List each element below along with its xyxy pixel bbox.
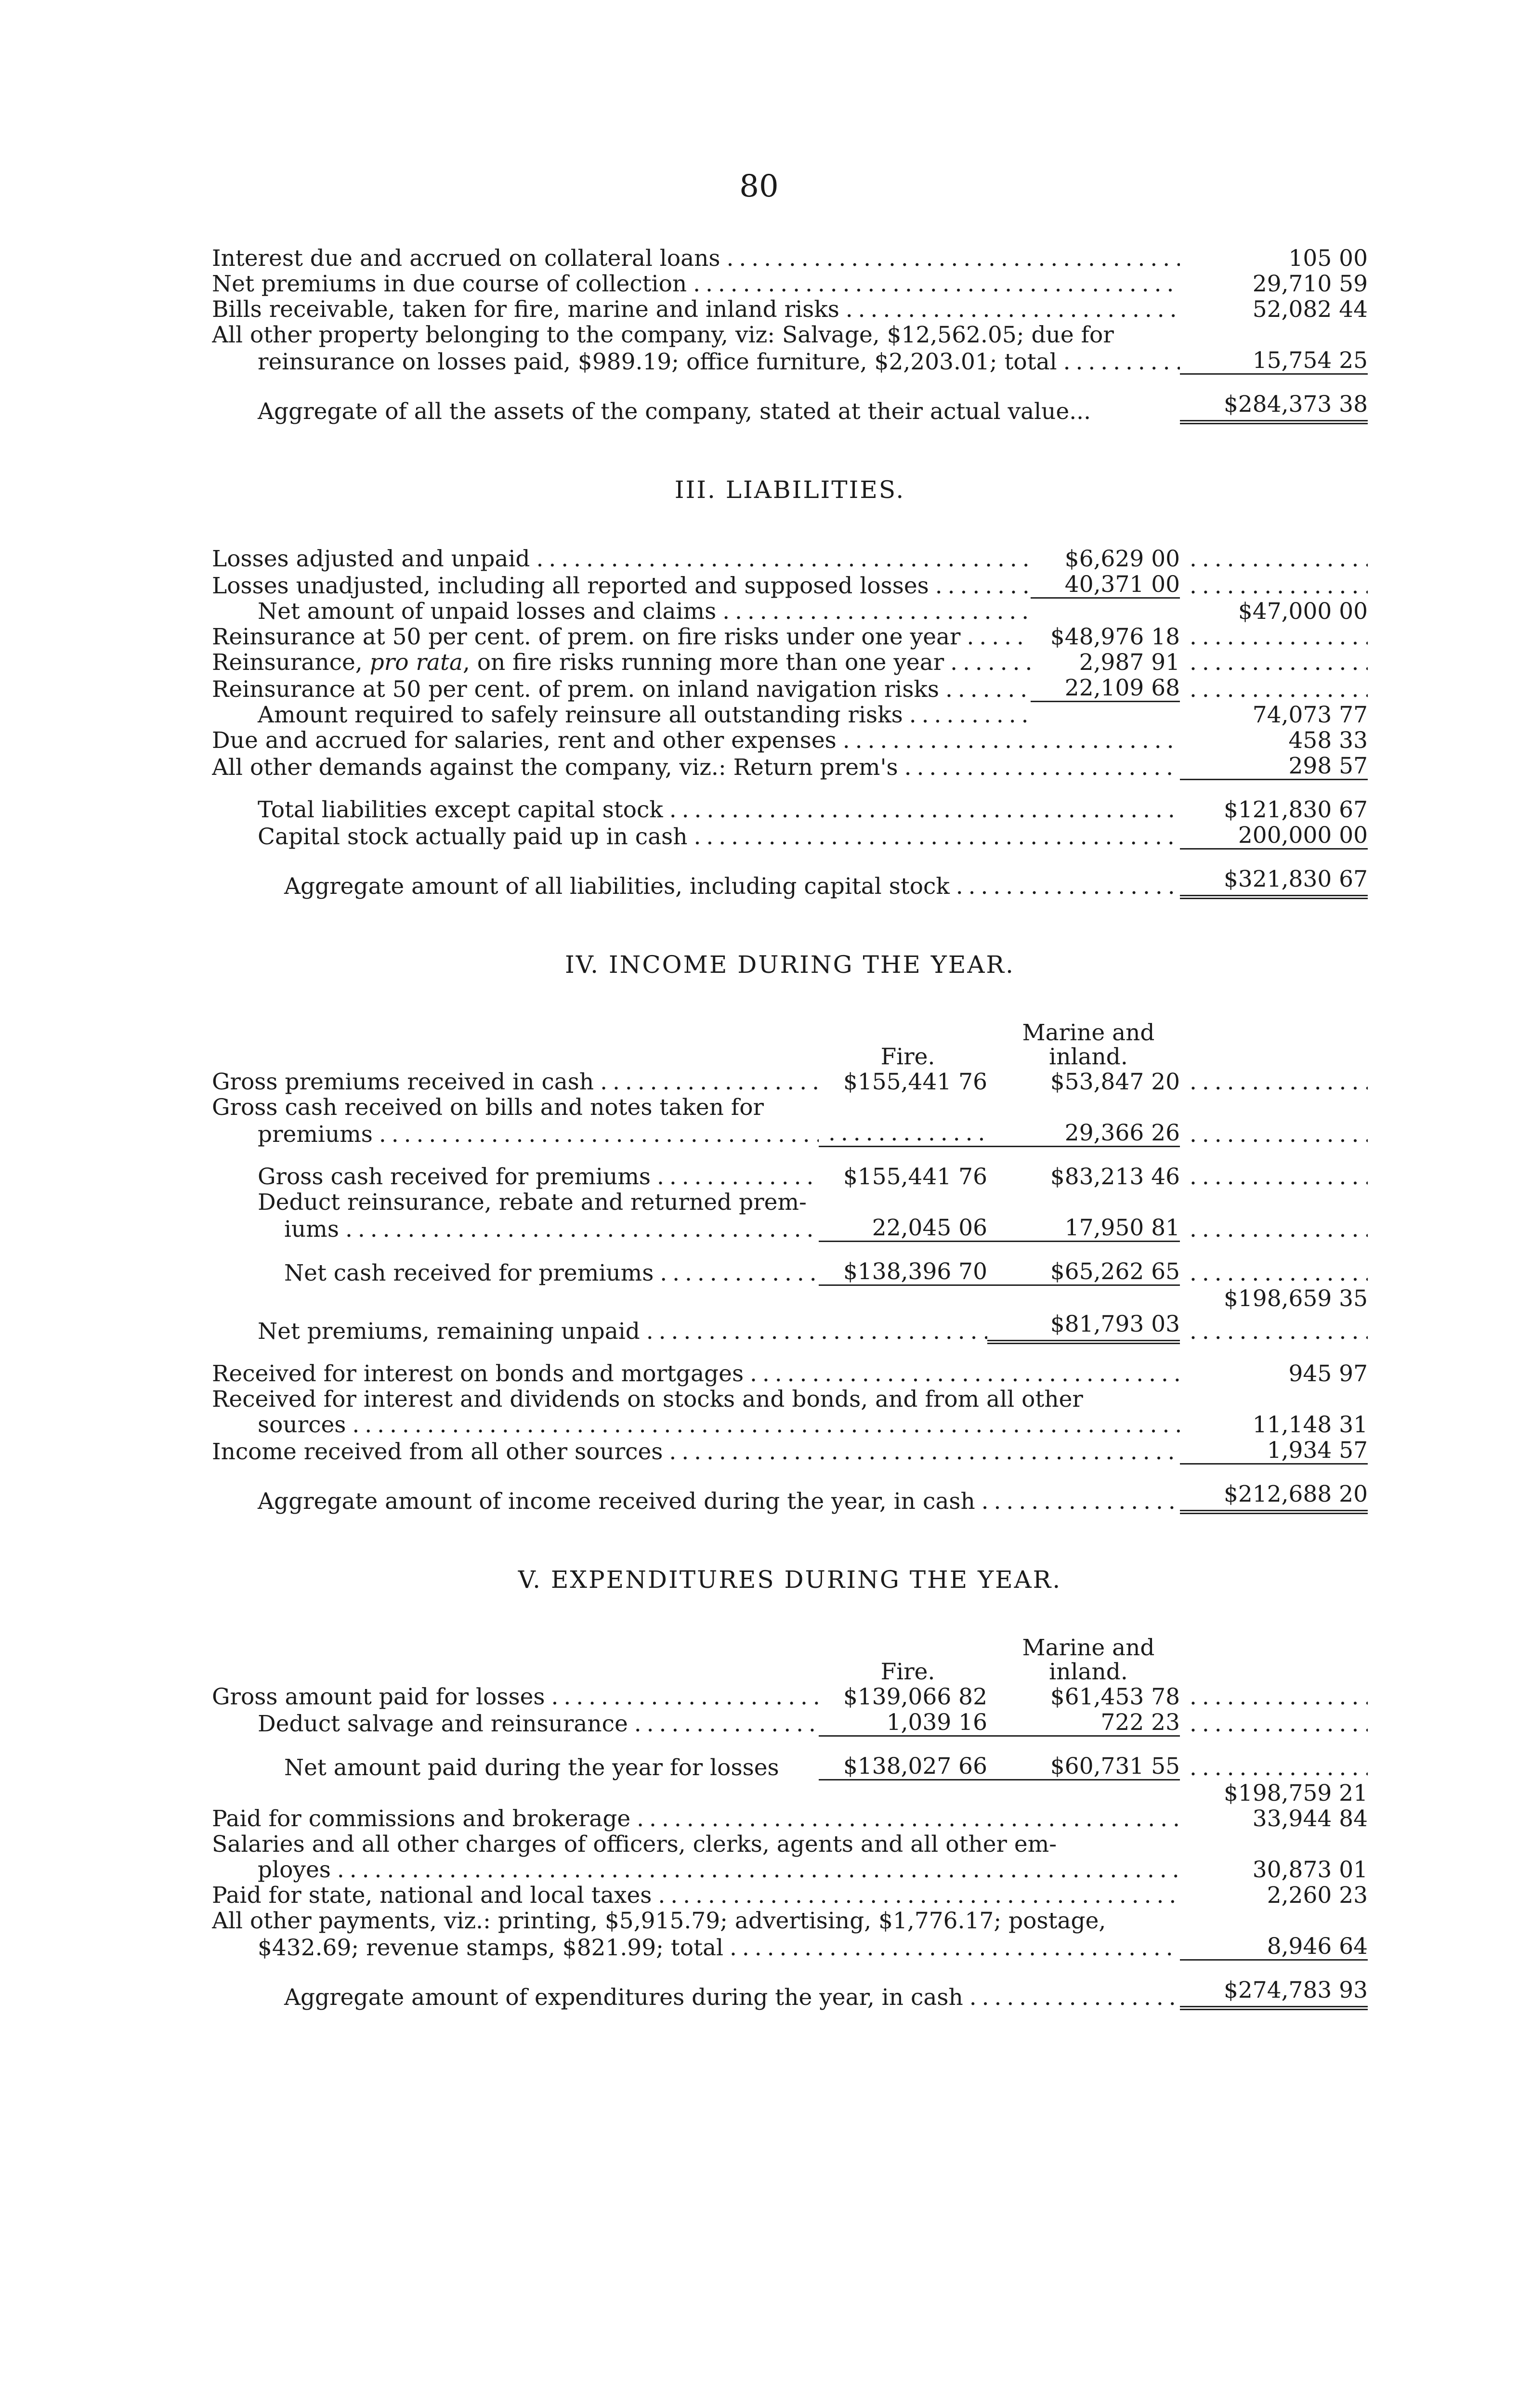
table-row bbox=[212, 322, 1368, 348]
row-label: Due and accrued for salaries, rent and other expenses . . . bbox=[212, 728, 1180, 753]
row-mid-value: 2,987 91 bbox=[1079, 649, 1180, 676]
table-row bbox=[212, 348, 1368, 375]
row-label-prefix: Reinsurance, bbox=[212, 650, 370, 675]
marine-value: 17,950 81 bbox=[987, 1215, 1180, 1242]
fire-value: $155,441 76 bbox=[843, 1164, 987, 1190]
row-total-dots bbox=[1180, 1164, 1368, 1190]
table-row bbox=[212, 1311, 1368, 1344]
table-row bbox=[212, 675, 1368, 702]
section-heading: IV. INCOME DURING THE YEAR. bbox=[565, 951, 1015, 979]
table-row bbox=[212, 546, 1368, 572]
table-row bbox=[212, 1908, 1368, 1934]
table-row bbox=[212, 650, 1368, 675]
row-total-dots bbox=[1180, 1755, 1368, 1780]
col-header-marine-line2: inland. bbox=[1049, 1659, 1128, 1685]
row-label: All other payments, viz.: printing, $5,915.79; advertising, $1,776.17; postage, bbox=[212, 1908, 1106, 1934]
aggregate-row bbox=[212, 866, 1368, 899]
table-row bbox=[212, 728, 1368, 753]
table-row bbox=[212, 1857, 1368, 1883]
table-row bbox=[212, 297, 1368, 322]
marine-value: 29,366 26 bbox=[987, 1120, 1180, 1147]
row-label: Losses adjusted and unpaid . . . bbox=[212, 546, 1031, 572]
col-header-fire-text: Fire. bbox=[880, 1044, 935, 1070]
table-row bbox=[212, 1710, 1368, 1737]
row-label: Gross cash received for premiums . . . bbox=[212, 1164, 819, 1190]
aggregate-label: Aggregate of all the assets of the company, stated at their actual value... bbox=[258, 399, 1091, 424]
table-row bbox=[212, 702, 1368, 728]
row-total-dots bbox=[1180, 1260, 1368, 1286]
row-total: 1,934 57 bbox=[1180, 1438, 1368, 1465]
table-row bbox=[212, 1120, 1368, 1147]
row-label: Total liabilities except capital stock . . . bbox=[212, 797, 1180, 823]
row-label: Gross premiums received in cash . . . bbox=[212, 1069, 819, 1095]
marine-value: $53,847 20 bbox=[1050, 1069, 1180, 1095]
col-header-marine bbox=[987, 1636, 1180, 1684]
col-header-marine-line2: inland. bbox=[1049, 1044, 1128, 1070]
liabilities-section bbox=[212, 477, 1368, 899]
row-label-continued: $432.69; revenue stamps, $821.99; total . . . bbox=[212, 1935, 1180, 1961]
row-label-italic: pro rata bbox=[369, 650, 463, 675]
row-label: Salaries and all other charges of officers, clerks, agents and all other em- bbox=[212, 1832, 1057, 1857]
aggregate-label: Aggregate amount of income received during the year, in cash . . . bbox=[212, 1489, 1180, 1514]
fire-value: $138,396 70 bbox=[819, 1259, 987, 1286]
expenditures-section bbox=[212, 1567, 1368, 2010]
row-total-dots bbox=[1180, 1684, 1368, 1710]
row-total-dots bbox=[1180, 624, 1368, 650]
row-label: Reinsurance at 50 per cent. of prem. on inland navigation risks . . . bbox=[212, 677, 1031, 702]
table-row bbox=[212, 753, 1368, 780]
fire-value: 22,045 06 bbox=[819, 1215, 987, 1242]
aggregate-total: $212,688 20 bbox=[1180, 1481, 1368, 1514]
row-total: 200,000 00 bbox=[1180, 823, 1368, 850]
row-mid-value: $48,976 18 bbox=[1050, 624, 1180, 650]
fire-dots bbox=[819, 1120, 987, 1147]
row-total: 33,944 84 bbox=[1252, 1806, 1368, 1832]
row-total: $198,659 35 bbox=[1223, 1285, 1368, 1312]
row-mid-value: 22,109 68 bbox=[1031, 675, 1180, 702]
aggregate-total: $284,373 38 bbox=[1180, 392, 1368, 424]
row-label-continued: premiums . . . bbox=[212, 1122, 819, 1147]
table-row bbox=[212, 797, 1368, 823]
row-label: Losses unadjusted, including all reported and supposed losses . . . bbox=[212, 573, 1031, 599]
row-label-continued: iums . . . bbox=[212, 1217, 819, 1242]
col-header-marine bbox=[987, 1021, 1180, 1069]
row-label: Interest due and accrued on collateral loans . . . bbox=[212, 246, 1180, 271]
row-label: Paid for commissions and brokerage . . . bbox=[212, 1806, 1180, 1832]
row-label: Received for interest on bonds and mortgages . . . bbox=[212, 1361, 1180, 1387]
row-label-continued: sources . . . bbox=[212, 1412, 1180, 1438]
row-label-continued: reinsurance on losses paid, $989.19; office furniture, $2,203.01; total . . . bbox=[212, 349, 1180, 375]
section-heading: III. LIABILITIES. bbox=[674, 476, 905, 504]
row-total: 30,873 01 bbox=[1252, 1857, 1368, 1883]
row-total-dots bbox=[1180, 1217, 1368, 1242]
aggregate-total: $321,830 67 bbox=[1180, 866, 1368, 899]
row-total: $47,000 00 bbox=[1238, 598, 1368, 625]
row-total: 298 57 bbox=[1180, 753, 1368, 780]
table-row bbox=[212, 624, 1368, 650]
table-row bbox=[212, 246, 1368, 271]
row-total: $121,830 67 bbox=[1223, 797, 1368, 823]
table-row bbox=[212, 823, 1368, 850]
row-label: All other demands against the company, viz.: Return prem's . . . bbox=[212, 755, 1180, 780]
marine-value: $60,731 55 bbox=[987, 1754, 1180, 1780]
row-label: Gross amount paid for losses . . . bbox=[212, 1684, 819, 1710]
fire-value: $138,027 66 bbox=[819, 1754, 987, 1780]
table-row bbox=[212, 1387, 1368, 1412]
marine-value: $61,453 78 bbox=[1050, 1684, 1180, 1710]
row-label: Net cash received for premiums . . . bbox=[212, 1260, 819, 1286]
table-row bbox=[212, 1286, 1368, 1311]
aggregate-row bbox=[212, 392, 1368, 424]
table-row bbox=[212, 572, 1368, 599]
aggregate-total: $274,783 93 bbox=[1180, 1977, 1368, 2010]
row-total-dots bbox=[1180, 677, 1368, 702]
row-total: 29,710 59 bbox=[1252, 271, 1368, 297]
row-mid-value: $6,629 00 bbox=[1064, 546, 1180, 572]
row-label: Bills receivable, taken for fire, marine and inland risks . . . bbox=[212, 297, 1180, 322]
col-header-fire-text: Fire. bbox=[880, 1659, 935, 1685]
table-row bbox=[212, 1438, 1368, 1465]
row-total: 458 33 bbox=[1288, 727, 1368, 754]
col-header-marine-line1: Marine and bbox=[1022, 1635, 1155, 1661]
row-label bbox=[212, 650, 1031, 675]
marine-value: 722 23 bbox=[987, 1710, 1180, 1737]
income-section bbox=[212, 952, 1368, 1514]
row-label: Net amount paid during the year for losses bbox=[284, 1755, 779, 1780]
aggregate-label: Aggregate amount of all liabilities, including capital stock . . . bbox=[212, 874, 1180, 899]
row-total-dots bbox=[1180, 1122, 1368, 1147]
row-label: Income received from all other sources . . . bbox=[212, 1439, 1180, 1465]
row-label: Capital stock actually paid up in cash . . . bbox=[212, 824, 1180, 850]
table-row bbox=[212, 1832, 1368, 1857]
column-headers bbox=[212, 1636, 1368, 1684]
col-header-marine-line1: Marine and bbox=[1022, 1020, 1155, 1046]
aggregate-row bbox=[212, 1481, 1368, 1514]
row-label-suffix: , on fire risks running more than one year bbox=[462, 650, 944, 675]
table-row bbox=[212, 1806, 1368, 1832]
row-label: Deduct salvage and reinsurance . . . bbox=[212, 1711, 819, 1737]
aggregate-label: Aggregate amount of expenditures during the year, in cash . . . bbox=[212, 1985, 1180, 2010]
table-row bbox=[212, 1215, 1368, 1242]
row-total-dots bbox=[1180, 1069, 1368, 1095]
fire-value: $155,441 76 bbox=[843, 1069, 987, 1095]
row-total: 2,260 23 bbox=[1267, 1882, 1368, 1909]
table-row bbox=[212, 1780, 1368, 1806]
row-label: Received for interest and dividends on stocks and bonds, and from all other bbox=[212, 1387, 1083, 1412]
section-heading: V. EXPENDITURES DURING THE YEAR. bbox=[518, 1566, 1062, 1594]
row-label: Deduct reinsurance, rebate and returned prem- bbox=[258, 1190, 807, 1215]
fire-value: $139,066 82 bbox=[843, 1684, 987, 1710]
marine-value: $65,262 65 bbox=[987, 1259, 1180, 1286]
page-content bbox=[212, 246, 1368, 2063]
row-label: All other property belonging to the company, viz: Salvage, $12,562.05; due for bbox=[212, 322, 1114, 348]
row-total: 8,946 64 bbox=[1180, 1934, 1368, 1961]
row-label: Reinsurance at 50 per cent. of prem. on fire risks under one year . . . bbox=[212, 624, 1031, 650]
row-total-dots bbox=[1180, 650, 1368, 675]
row-total-dots bbox=[1180, 573, 1368, 599]
row-label: Amount required to safely reinsure all outstanding risks . . . bbox=[212, 702, 1031, 728]
table-row bbox=[212, 1164, 1368, 1190]
table-row bbox=[212, 1095, 1368, 1120]
row-label: Net premiums, remaining unpaid . . . bbox=[212, 1319, 987, 1344]
table-row bbox=[212, 1883, 1368, 1908]
table-row bbox=[212, 1754, 1368, 1780]
row-total: 105 00 bbox=[1288, 245, 1368, 272]
row-label: Net amount of unpaid losses and claims . . . bbox=[212, 599, 1031, 624]
table-row bbox=[212, 1069, 1368, 1095]
table-row bbox=[212, 1259, 1368, 1286]
column-headers bbox=[212, 1021, 1368, 1069]
fire-value: 1,039 16 bbox=[819, 1710, 987, 1737]
table-row bbox=[212, 1361, 1368, 1387]
row-total-dots bbox=[1180, 1319, 1368, 1344]
aggregate-row bbox=[212, 1977, 1368, 2010]
row-mid-value: 40,371 00 bbox=[1031, 572, 1180, 599]
row-label: Gross cash received on bills and notes taken for bbox=[212, 1095, 764, 1120]
row-total: 945 97 bbox=[1288, 1361, 1368, 1387]
marine-value: $81,793 03 bbox=[987, 1311, 1180, 1344]
marine-value: $83,213 46 bbox=[1050, 1164, 1180, 1190]
row-label: Net premiums in due course of collection . . . bbox=[212, 271, 1180, 297]
row-total: 11,148 31 bbox=[1252, 1412, 1368, 1438]
row-total: $198,759 21 bbox=[1223, 1780, 1368, 1806]
col-header-fire bbox=[819, 1636, 987, 1684]
col-header-fire bbox=[819, 1021, 987, 1069]
table-row bbox=[212, 1934, 1368, 1961]
table-row bbox=[212, 1190, 1368, 1215]
row-total-dots bbox=[1180, 1711, 1368, 1737]
page-number: 80 bbox=[739, 169, 779, 204]
table-row bbox=[212, 599, 1368, 624]
row-total-dots bbox=[1180, 546, 1368, 572]
row-label: Paid for state, national and local taxes . . . bbox=[212, 1883, 1180, 1908]
assets-section bbox=[212, 246, 1368, 424]
row-label-continued: ployes . . . bbox=[212, 1857, 1180, 1883]
row-total: 52,082 44 bbox=[1252, 296, 1368, 323]
row-total: 15,754 25 bbox=[1180, 348, 1368, 375]
table-row bbox=[212, 271, 1368, 297]
row-total: 74,073 77 bbox=[1252, 702, 1368, 728]
table-row bbox=[212, 1684, 1368, 1710]
table-row bbox=[212, 1412, 1368, 1438]
